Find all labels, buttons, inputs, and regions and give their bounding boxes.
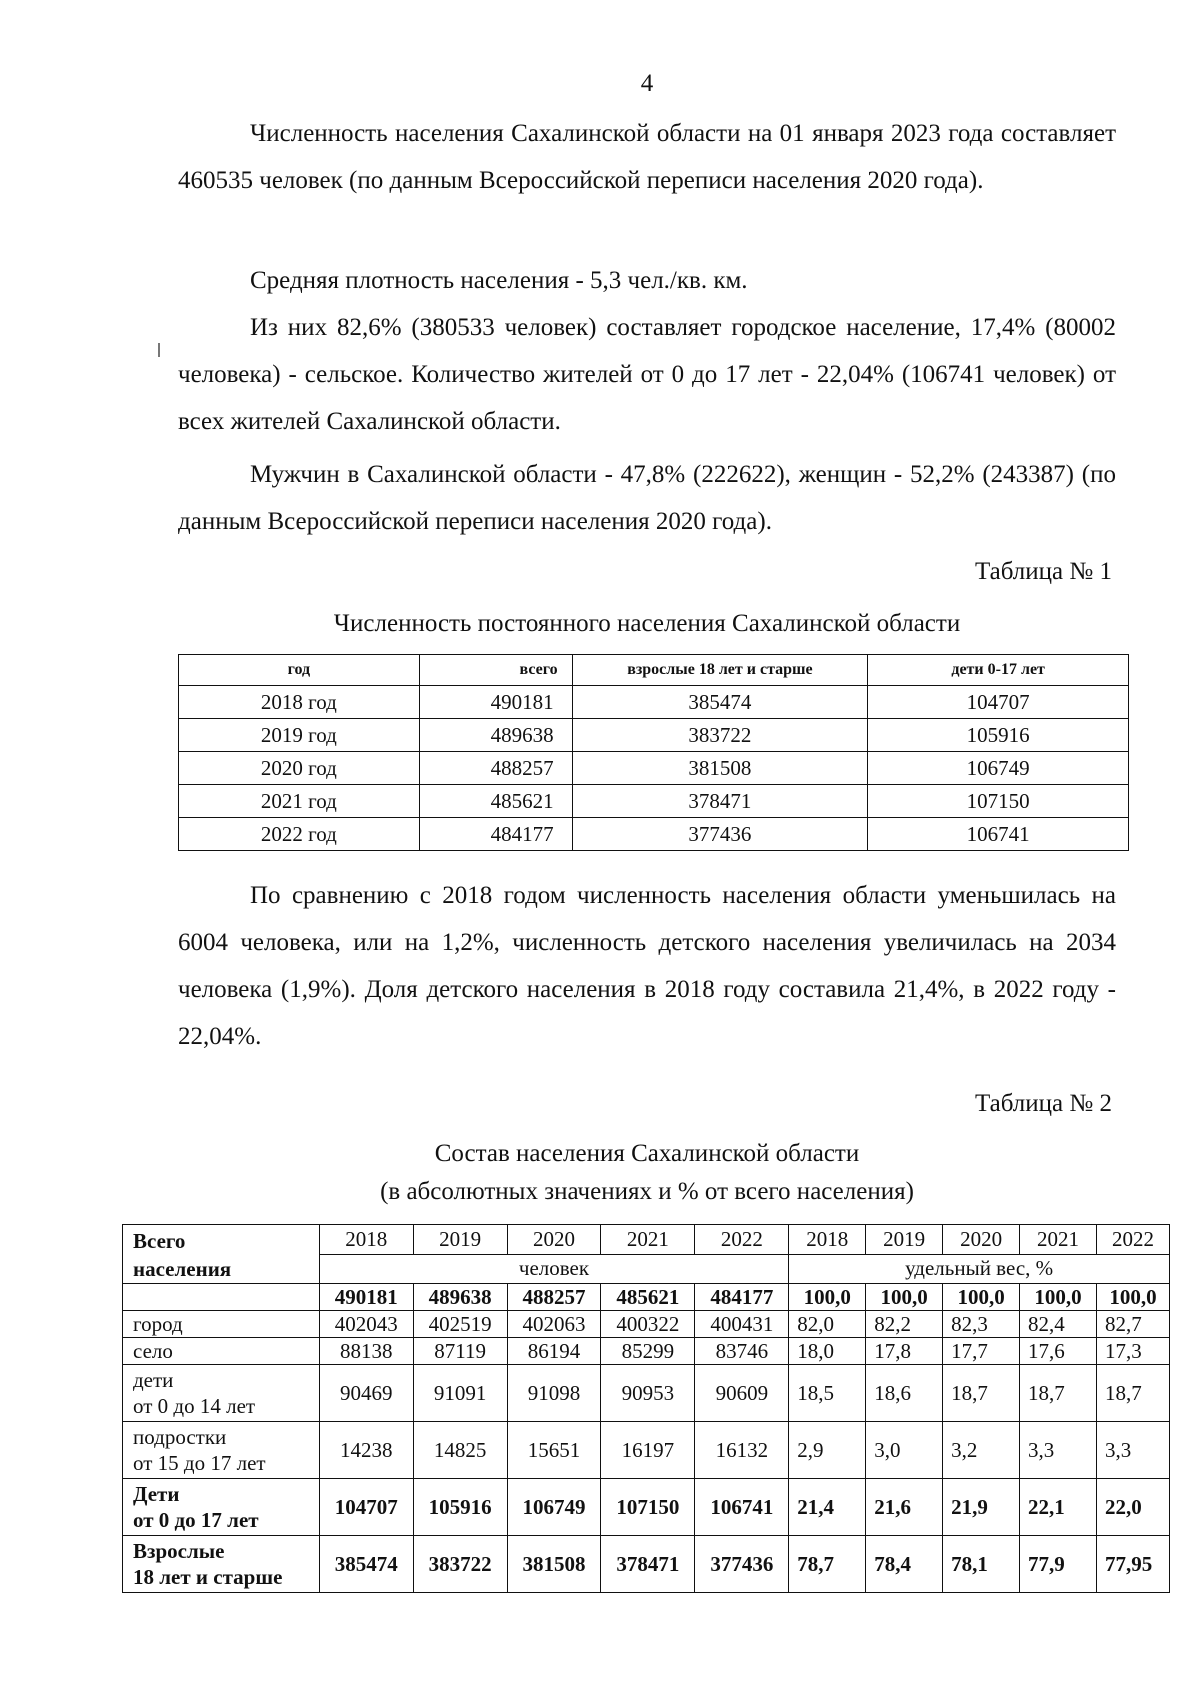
table-cell: 22,0: [1096, 1479, 1169, 1536]
table-cell: 14825: [413, 1422, 507, 1479]
table-cell: 378471: [601, 1536, 695, 1593]
table-cell: 3,0: [866, 1422, 943, 1479]
table-cell: 105916: [868, 719, 1129, 752]
table-cell: 2020 год: [179, 752, 420, 785]
table-row: [123, 1422, 1170, 1479]
table-cell: 82,2: [866, 1311, 943, 1338]
group-header-percent: удельный вес, %: [789, 1254, 1170, 1284]
paragraph-population-total: Численность населения Сахалинской области на 01 января 2023 года составляет 460535 человек (по данным Всероссийской переписи населения 2020 года).: [178, 120, 1116, 194]
year-header: 2019: [866, 1225, 943, 1255]
table1-label: Таблица № 1: [974, 558, 1112, 585]
table-cell: 18,5: [789, 1365, 866, 1422]
table-cell: 90609: [695, 1365, 789, 1422]
row-label: [123, 1422, 320, 1479]
table-cell: 87119: [413, 1338, 507, 1365]
row-label-line1: Взрослые: [133, 1539, 225, 1563]
year-header: 2022: [1096, 1225, 1169, 1255]
table-cell: 22,1: [1020, 1479, 1097, 1536]
table-cell: 484177: [695, 1284, 789, 1311]
table-cell: 85299: [601, 1338, 695, 1365]
corner-header-cell: [123, 1225, 320, 1284]
column-header: всего: [419, 655, 572, 686]
table-cell: 381508: [507, 1536, 601, 1593]
table-row: [123, 1365, 1170, 1422]
table-cell: 77,95: [1096, 1536, 1169, 1593]
table-cell: 78,7: [789, 1536, 866, 1593]
table-cell: 21,9: [943, 1479, 1020, 1536]
table-cell: 402043: [319, 1311, 413, 1338]
total-row-label: [123, 1284, 320, 1311]
table-cell: 16197: [601, 1422, 695, 1479]
table-row: [179, 785, 1129, 818]
table-cell: 485621: [601, 1284, 695, 1311]
row-label: [123, 1311, 320, 1338]
table-cell: 2022 год: [179, 818, 420, 851]
table-cell: 402519: [413, 1311, 507, 1338]
table-cell: 485621: [419, 785, 572, 818]
column-header: год: [179, 655, 420, 686]
table-cell: 2019 год: [179, 719, 420, 752]
table-cell: 381508: [572, 752, 868, 785]
table-cell: 106741: [868, 818, 1129, 851]
years-header-row: [123, 1225, 1170, 1255]
table2-caption-line1: Состав населения Сахалинской области: [434, 1140, 860, 1167]
group-header-people: человек: [319, 1254, 789, 1284]
corner-header-line2: населения: [133, 1257, 232, 1281]
table-cell: 18,7: [943, 1365, 1020, 1422]
table-cell: 88138: [319, 1338, 413, 1365]
table-cell: 21,4: [789, 1479, 866, 1536]
table-cell: 17,3: [1096, 1338, 1169, 1365]
paragraph-urban-rural: Из них 82,6% (380533 человек) составляет городское население, 17,4% (80002 человека) - сельское. Количество жителей от 0 до 17 лет - 22,04% (106741 человек) от всех жителей Сахалинской области.: [178, 314, 1116, 435]
table-row: [123, 1311, 1170, 1338]
row-label: [123, 1338, 320, 1365]
table-cell: 15651: [507, 1422, 601, 1479]
table-cell: 377436: [695, 1536, 789, 1593]
table-cell: 490181: [319, 1284, 413, 1311]
row-label-line1: село: [133, 1339, 173, 1363]
year-header: 2019: [413, 1225, 507, 1255]
population-composition-table: [122, 1224, 1170, 1593]
table-cell: 3,3: [1020, 1422, 1097, 1479]
table-cell: 107150: [601, 1479, 695, 1536]
column-header: взрослые 18 лет и старше: [572, 655, 868, 686]
row-label-line1: город: [133, 1312, 183, 1336]
row-label: [123, 1365, 320, 1422]
population-table: [178, 654, 1129, 851]
table-cell: 106741: [695, 1479, 789, 1536]
row-label-line2: от 0 до 17 лет: [133, 1508, 259, 1532]
table-cell: 18,7: [1020, 1365, 1097, 1422]
table-cell: 385474: [319, 1536, 413, 1593]
table-cell: 3,3: [1096, 1422, 1169, 1479]
table-cell: 104707: [319, 1479, 413, 1536]
table-cell: 377436: [572, 818, 868, 851]
scan-artifact-mark: [158, 343, 160, 357]
table-cell: 489638: [419, 719, 572, 752]
table-row: [179, 818, 1129, 851]
table-cell: 383722: [572, 719, 868, 752]
table-cell: 2018 год: [179, 686, 420, 719]
table-cell: 77,9: [1020, 1536, 1097, 1593]
table-cell: 400431: [695, 1311, 789, 1338]
table-cell: 16132: [695, 1422, 789, 1479]
table-row: [179, 752, 1129, 785]
table-cell: 82,4: [1020, 1311, 1097, 1338]
table-row: [123, 1536, 1170, 1593]
table-cell: 18,0: [789, 1338, 866, 1365]
paragraph-comparison: По сравнению с 2018 годом численность населения области уменьшилась на 6004 человека, или на 1,2%, численность детского населения увеличилась на 2034 человека (1,9%). Доля детского населения в 2018 году составила 21,4%, в 2022 году - 22,04%.: [178, 882, 1116, 1050]
table-cell: 83746: [695, 1338, 789, 1365]
year-header: 2021: [1020, 1225, 1097, 1255]
table-cell: 488257: [419, 752, 572, 785]
table-row: [179, 719, 1129, 752]
row-label-line2: от 15 до 17 лет: [133, 1451, 266, 1475]
table-row: [123, 1338, 1170, 1365]
table-row: [179, 686, 1129, 719]
table2-label: Таблица № 2: [974, 1090, 1112, 1117]
corner-header-line1: Всего: [133, 1229, 186, 1253]
table-cell: 2,9: [789, 1422, 866, 1479]
page-number: 4: [640, 70, 654, 97]
table-cell: 2021 год: [179, 785, 420, 818]
table-cell: 488257: [507, 1284, 601, 1311]
table-cell: 100,0: [789, 1284, 866, 1311]
table-cell: 100,0: [866, 1284, 943, 1311]
table-cell: 106749: [868, 752, 1129, 785]
table-cell: 378471: [572, 785, 868, 818]
table-cell: 100,0: [1096, 1284, 1169, 1311]
table-cell: 14238: [319, 1422, 413, 1479]
table-cell: 107150: [868, 785, 1129, 818]
year-header: 2020: [507, 1225, 601, 1255]
table-cell: 105916: [413, 1479, 507, 1536]
row-label-line2: от 0 до 14 лет: [133, 1394, 256, 1418]
table-cell: 402063: [507, 1311, 601, 1338]
table-cell: 100,0: [943, 1284, 1020, 1311]
table-row: [123, 1479, 1170, 1536]
year-header: 2018: [319, 1225, 413, 1255]
year-header: 2020: [943, 1225, 1020, 1255]
table-cell: 82,0: [789, 1311, 866, 1338]
table1-caption: Численность постоянного населения Сахалинской области: [333, 610, 961, 637]
table-cell: 106749: [507, 1479, 601, 1536]
table-cell: 17,8: [866, 1338, 943, 1365]
table-cell: 82,3: [943, 1311, 1020, 1338]
year-header: 2022: [695, 1225, 789, 1255]
table-cell: 484177: [419, 818, 572, 851]
table-cell: 17,6: [1020, 1338, 1097, 1365]
year-header: 2021: [601, 1225, 695, 1255]
paragraph-gender: Мужчин в Сахалинской области - 47,8% (222622), женщин - 52,2% (243387) (по данным Всероссийской переписи населения 2020 года).: [178, 461, 1116, 535]
row-label-line1: дети: [133, 1368, 174, 1392]
table-cell: 21,6: [866, 1479, 943, 1536]
table-cell: 78,4: [866, 1536, 943, 1593]
table-header-row: [179, 655, 1129, 686]
row-label-line1: подростки: [133, 1425, 227, 1449]
row-label: [123, 1479, 320, 1536]
row-label-line2: 18 лет и старше: [133, 1565, 283, 1589]
column-header: дети 0-17 лет: [868, 655, 1129, 686]
table-cell: 18,7: [1096, 1365, 1169, 1422]
table-cell: 490181: [419, 686, 572, 719]
table-cell: 489638: [413, 1284, 507, 1311]
table-cell: 78,1: [943, 1536, 1020, 1593]
paragraph-density: Средняя плотность населения - 5,3 чел./кв. км.: [250, 267, 748, 294]
table-cell: 17,7: [943, 1338, 1020, 1365]
table-cell: 385474: [572, 686, 868, 719]
table-cell: 18,6: [866, 1365, 943, 1422]
table-cell: 104707: [868, 686, 1129, 719]
table-cell: 86194: [507, 1338, 601, 1365]
table-cell: 100,0: [1020, 1284, 1097, 1311]
table-cell: 90953: [601, 1365, 695, 1422]
table-cell: 91098: [507, 1365, 601, 1422]
row-label: [123, 1536, 320, 1593]
total-row: [123, 1284, 1170, 1311]
table-cell: 400322: [601, 1311, 695, 1338]
table2-caption-line2: (в абсолютных значениях и % от всего населения): [380, 1178, 914, 1205]
row-label-line1: Дети: [133, 1482, 180, 1506]
table-cell: 82,7: [1096, 1311, 1169, 1338]
table-cell: 3,2: [943, 1422, 1020, 1479]
table-cell: 90469: [319, 1365, 413, 1422]
table-cell: 383722: [413, 1536, 507, 1593]
year-header: 2018: [789, 1225, 866, 1255]
table-cell: 91091: [413, 1365, 507, 1422]
